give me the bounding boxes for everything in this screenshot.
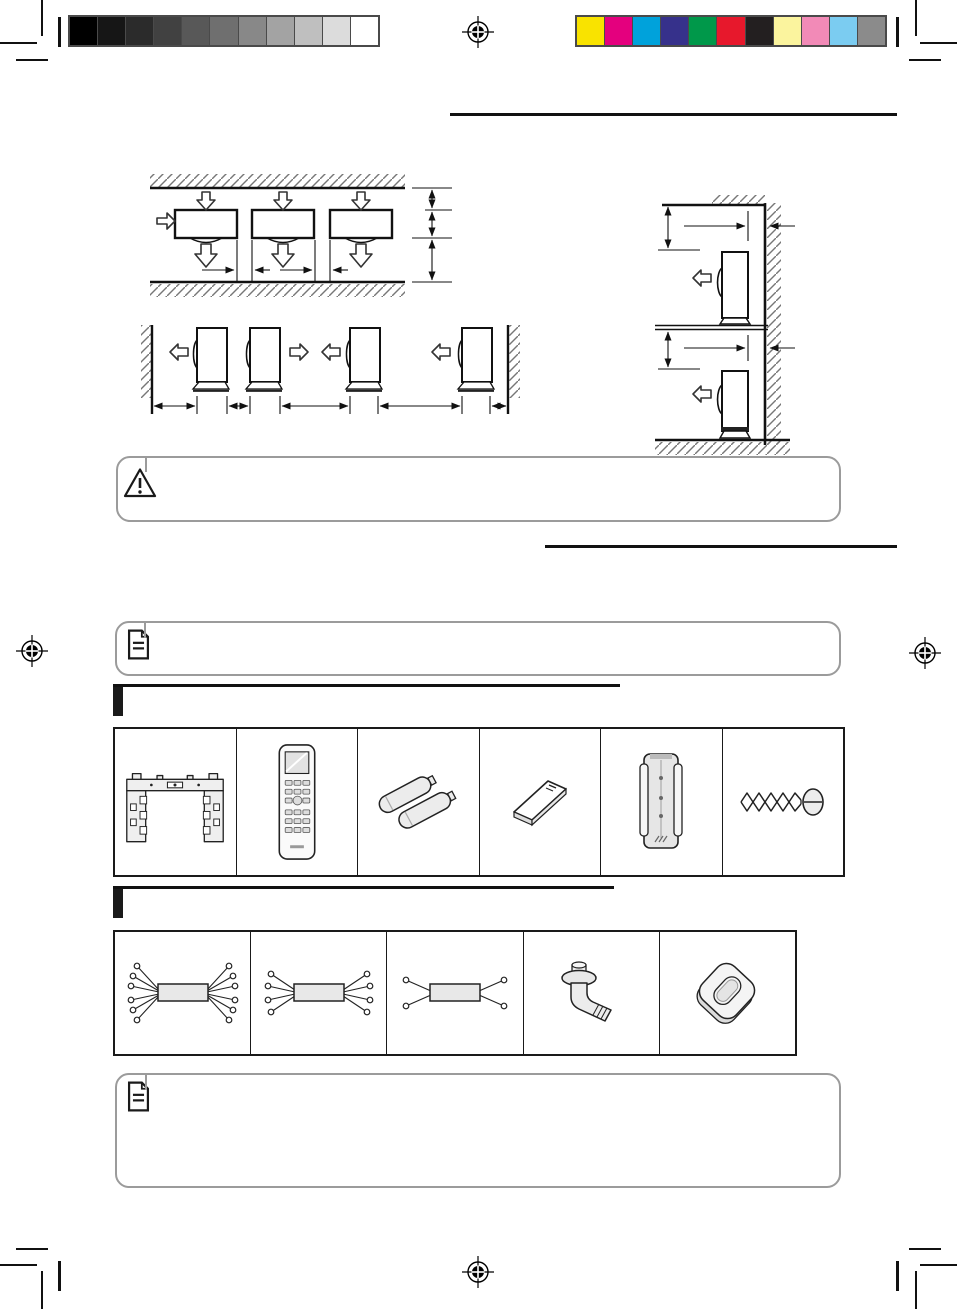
section-lower-underline <box>113 886 614 889</box>
height-dimension-lines <box>412 188 452 282</box>
floor-row-clearance-diagram <box>140 318 520 423</box>
spacing-dimension-lines <box>154 396 506 414</box>
parts-cell <box>660 932 795 1054</box>
grayscale-calibration-bar <box>68 15 380 47</box>
trim-mark-bottom-left-thick <box>58 1261 61 1291</box>
wall-hatch <box>767 203 781 445</box>
batteries-icon <box>370 759 466 845</box>
calibration-swatch <box>323 17 351 45</box>
calibration-swatch <box>577 17 605 45</box>
note-page-icon <box>127 629 150 660</box>
trim-mark-top-right-h2 <box>909 59 941 61</box>
calibration-swatch <box>154 17 182 45</box>
calibration-swatch <box>802 17 830 45</box>
tapping-screw-icon <box>733 780 833 824</box>
indoor-units <box>175 210 392 238</box>
calibration-swatch <box>717 17 745 45</box>
parts-cell <box>237 729 359 875</box>
parts-cell <box>251 932 387 1054</box>
calibration-swatch <box>182 17 210 45</box>
parts-table-upper <box>113 727 845 877</box>
registration-target-bottom-center-icon <box>461 1255 495 1289</box>
parts-cell <box>358 729 480 875</box>
trim-mark-top-left-thick <box>58 17 61 47</box>
calibration-swatch <box>689 17 717 45</box>
section-upper-underline <box>113 684 620 687</box>
calibration-swatch <box>774 17 802 45</box>
registration-target-left-middle-icon <box>15 634 49 668</box>
parts-cell <box>480 729 602 875</box>
caution-heading-divider <box>145 458 147 472</box>
note-heading-divider <box>144 623 146 638</box>
note-box-upper <box>115 621 841 676</box>
drain-elbow-icon <box>545 953 637 1033</box>
floor-hatch <box>655 442 790 455</box>
section-divider-rule <box>545 545 897 548</box>
wall-stack-clearance-diagram <box>650 193 800 459</box>
calibration-swatch <box>295 17 323 45</box>
calibration-swatch <box>70 17 98 45</box>
installation-plate-icon <box>123 758 227 846</box>
trim-mark-bottom-left-v <box>41 1271 43 1309</box>
left-wall-hatch <box>141 325 152 398</box>
ceiling-hatch <box>150 174 405 188</box>
calibration-swatch <box>239 17 267 45</box>
upper-unit <box>718 252 750 324</box>
trim-mark-top-left-h <box>0 42 37 44</box>
left-arrow-icon <box>693 270 711 286</box>
trim-mark-bottom-right-thick <box>896 1261 899 1291</box>
trim-mark-bottom-right-h <box>920 1264 957 1266</box>
parts-cell <box>723 729 844 875</box>
warning-triangle-icon <box>123 467 157 499</box>
color-calibration-bar <box>575 15 887 47</box>
trim-mark-top-right-h <box>920 42 957 44</box>
ceiling-clearance-diagram <box>140 170 455 305</box>
connecting-cable-4-wire-icon <box>257 956 381 1030</box>
note-heading-divider <box>145 1075 147 1090</box>
trim-mark-top-left-v <box>41 0 43 36</box>
note-page-icon <box>127 1081 150 1112</box>
trim-mark-bottom-left-h <box>0 1264 37 1266</box>
page-title-underline <box>450 113 897 116</box>
calibration-swatch <box>98 17 126 45</box>
calibration-swatch <box>126 17 154 45</box>
trim-mark-top-right-v <box>915 0 917 36</box>
connecting-cable-2-wire-icon <box>393 956 517 1030</box>
rubber-cap-icon <box>687 954 767 1032</box>
registration-target-right-middle-icon <box>908 636 942 670</box>
parts-cell <box>115 932 251 1054</box>
remote-control-holder-icon <box>637 750 685 854</box>
registration-target-top-center-icon <box>461 15 495 49</box>
trim-mark-bottom-right-h2 <box>909 1248 941 1250</box>
section-lower-tab <box>113 889 123 918</box>
right-wall-hatch <box>509 325 520 398</box>
trim-mark-top-left-h2 <box>16 59 48 61</box>
section-upper-tab <box>113 687 123 716</box>
calibration-swatch <box>605 17 633 45</box>
units <box>193 328 494 391</box>
calibration-swatch <box>746 17 774 45</box>
trim-mark-bottom-right-v <box>915 1271 917 1309</box>
calibration-swatch <box>661 17 689 45</box>
left-arrow-icon <box>693 386 711 402</box>
floor-hatch <box>150 282 405 297</box>
remote-control-icon <box>277 743 317 861</box>
gap-dimension-lines <box>202 240 348 282</box>
calibration-swatch <box>351 17 378 45</box>
calibration-swatch <box>210 17 238 45</box>
caution-box <box>116 456 841 522</box>
parts-cell <box>115 729 237 875</box>
user-manual-icon <box>502 772 578 832</box>
lower-unit <box>718 371 750 438</box>
parts-cell <box>524 932 660 1054</box>
trim-mark-bottom-left-h2 <box>16 1248 48 1250</box>
calibration-swatch <box>633 17 661 45</box>
right-arrow-icon <box>157 213 175 229</box>
parts-cell <box>601 729 723 875</box>
calibration-swatch <box>830 17 858 45</box>
note-box-lower <box>115 1073 841 1188</box>
calibration-swatch <box>267 17 295 45</box>
trim-mark-top-right-thick <box>896 17 899 47</box>
connecting-cable-6-wire-icon <box>121 956 245 1030</box>
parts-cell <box>387 932 523 1054</box>
parts-table-lower <box>113 930 797 1056</box>
calibration-swatch <box>858 17 885 45</box>
